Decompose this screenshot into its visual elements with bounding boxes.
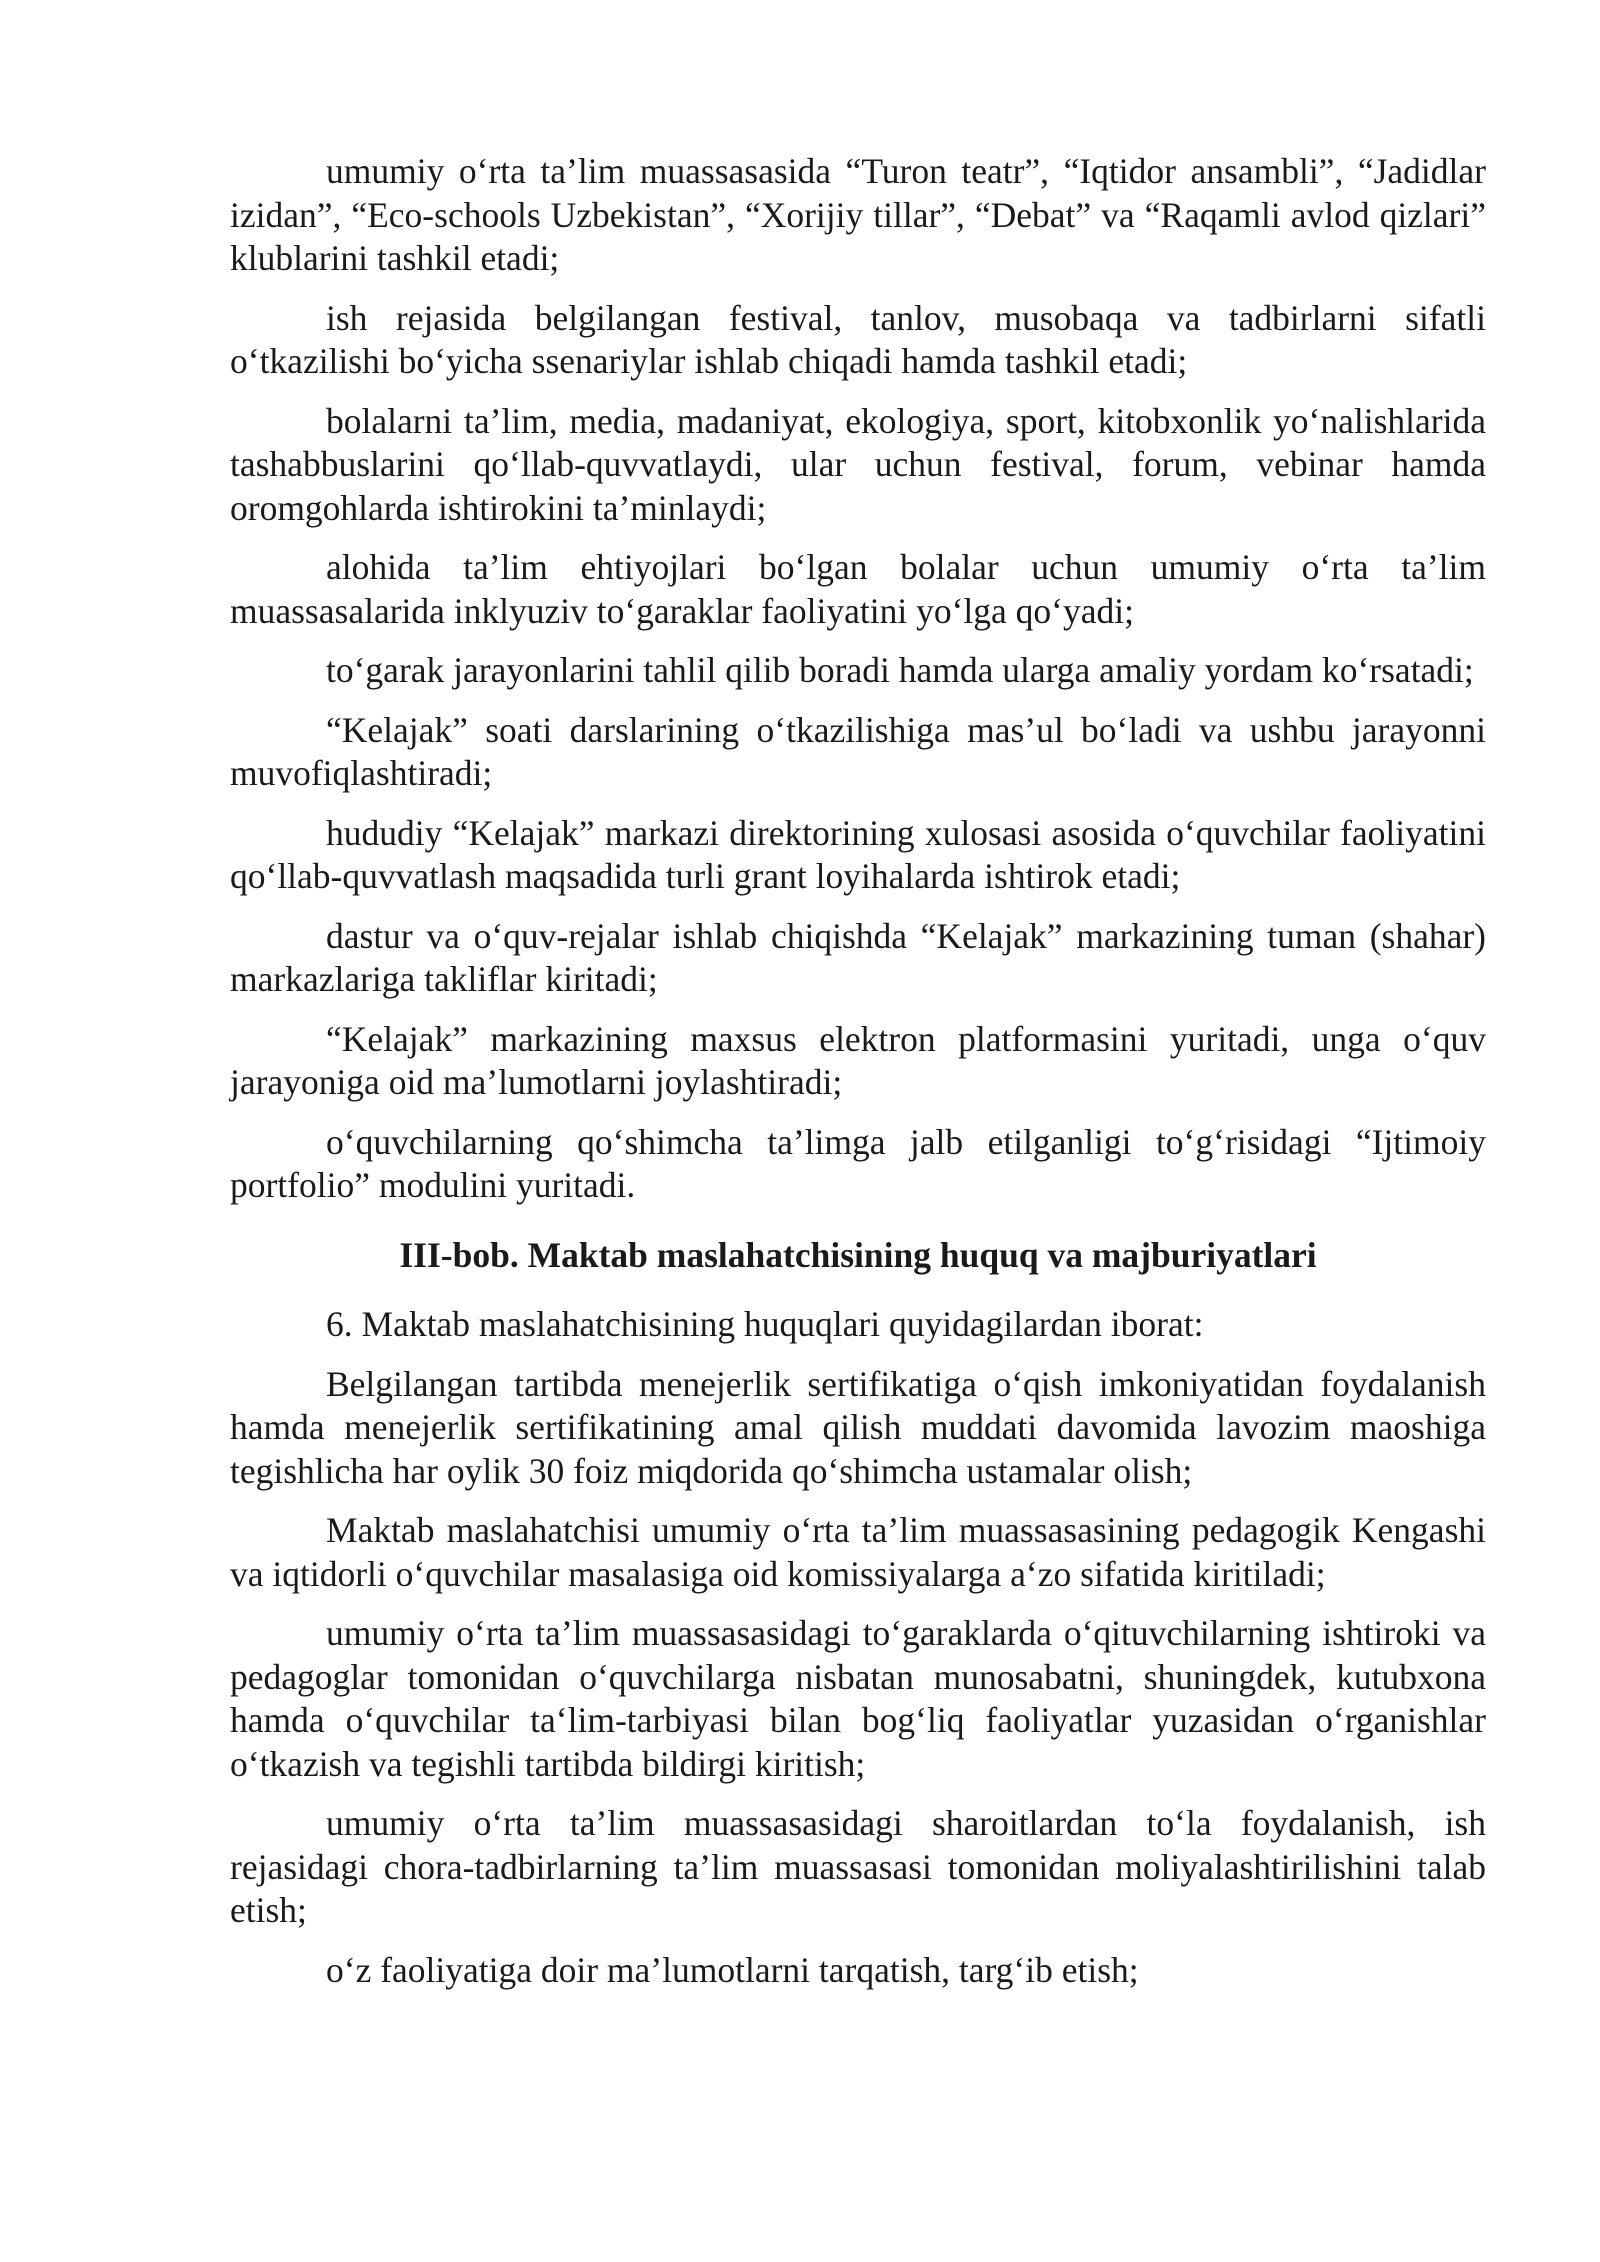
paragraph-analysis: to‘garak jarayonlarini tahlil qilib boradi hamda ularga amaliy yordam ko‘rsatadi; <box>326 650 1474 690</box>
paragraph-portfolio: o‘quvchilarning qo‘shimcha ta’limga jalb etilganligi to‘g‘risidagi “Ijtimoiy portfolio” modulini yuritadi. <box>230 1121 1486 1205</box>
paragraph-promotion: o‘z faoliyatiga doir ma’lumotlarni tarqatish, targ‘ib etish; <box>326 1949 1139 1990</box>
paragraph-proposals: dastur va o‘quv-rejalar ishlab chiqishda “Kelajak” markazining tuman (shahar) markazlariga takliflar kiritadi; <box>230 915 1486 999</box>
document-page <box>230 150 1486 2008</box>
paragraph-initiatives: bolalarni ta’lim, media, madaniyat, ekologiya, sport, kitobxonlik yo‘nalishlarida tashabbuslarini qo‘llab-quvvatlaydi, ular uchun festival, forum, vebinar hamda oromgohlarda ishtirokini ta’minlaydi; <box>230 400 1486 528</box>
paragraph-platform: “Kelajak” markazining maxsus elektron platformasini yuritadi, unga o‘quv jarayoniga oid ma’lumotlarni joylashtiradi; <box>230 1018 1486 1102</box>
paragraph-scenarios: ish rejasida belgilangan festival, tanlov, musobaqa va tadbirlarni sifatli o‘tkazilishi bo‘yicha ssenariylar ishlab chiqadi hamda tashkil etadi; <box>230 297 1486 381</box>
paragraph-kelajak-lessons: “Kelajak” soati darslarining o‘tkazilishiga mas’ul bo‘ladi va ushbu jarayonni muvofiqlashtiradi; <box>230 709 1486 793</box>
paragraph-inclusive: alohida ta’lim ehtiyojlari bo‘lgan bolalar uchun umumiy o‘rta ta’lim muassasalarida inklyuziv to‘garaklar faoliyatini yo‘lga qo‘yadi; <box>230 547 1486 631</box>
paragraph-clubs: umumiy o‘rta ta’lim muassasasida “Turon teatr”, “Iqtidor ansambli”, “Jadidlar izidan”, “Eco-schools Uzbekistan”, “Xorijiy tillar”, “Debat” va “Raqamli avlod qizlari” klublarini tashkil etadi; <box>230 151 1486 278</box>
paragraph-rights-intro: 6. Maktab maslahatchisining huquqlari quyidagilardan iborat: <box>326 1304 1204 1344</box>
paragraph-council: Maktab maslahatchisi umumiy o‘rta ta’lim muassasasining pedagogik Kengashi va iqtidorli o‘quvchilar masalasiga oid komissiyalarga a‘zo sifatida kiritiladi; <box>230 1510 1486 1594</box>
section-heading: III-bob. Maktab maslahatchisining huquq va majburiyatlari <box>399 1234 1317 1275</box>
paragraph-funding: umumiy o‘rta ta’lim muassasasidagi sharoitlardan to‘la foydalanish, ish rejasidagi chora-tadbirlarning ta’lim muassasasi tomonidan moliyalashtirilishini talab etish; <box>230 1803 1486 1930</box>
paragraph-certificate: Belgilangan tartibda menejerlik sertifikatiga o‘qish imkoniyatidan foydalanish hamda menejerlik sertifikatining amal qilish muddati davomida lavozim maoshiga tegishlicha har oylik 30 foiz miqdorida qo‘shimcha ustamalar olish; <box>230 1363 1486 1491</box>
paragraph-grants: hududiy “Kelajak” markazi direktorining xulosasi asosida o‘quvchilar faoliyatini qo‘llab-quvvatlash maqsadida turli grant loyihalarda ishtirok etadi; <box>230 812 1486 896</box>
paragraph-studies: umumiy o‘rta ta’lim muassasasidagi to‘garaklarda o‘qituvchilarning ishtiroki va pedagoglar tomonidan o‘quvchilarga nisbatan munosabatni, shuningdek, kutubxona hamda o‘quvchilar ta‘lim-tarbiyasi bilan bog‘liq faoliyatlar yuzasidan o‘rganishlar o‘tkazish va tegishli tartibda bildirgi kiritish; <box>230 1613 1486 1784</box>
